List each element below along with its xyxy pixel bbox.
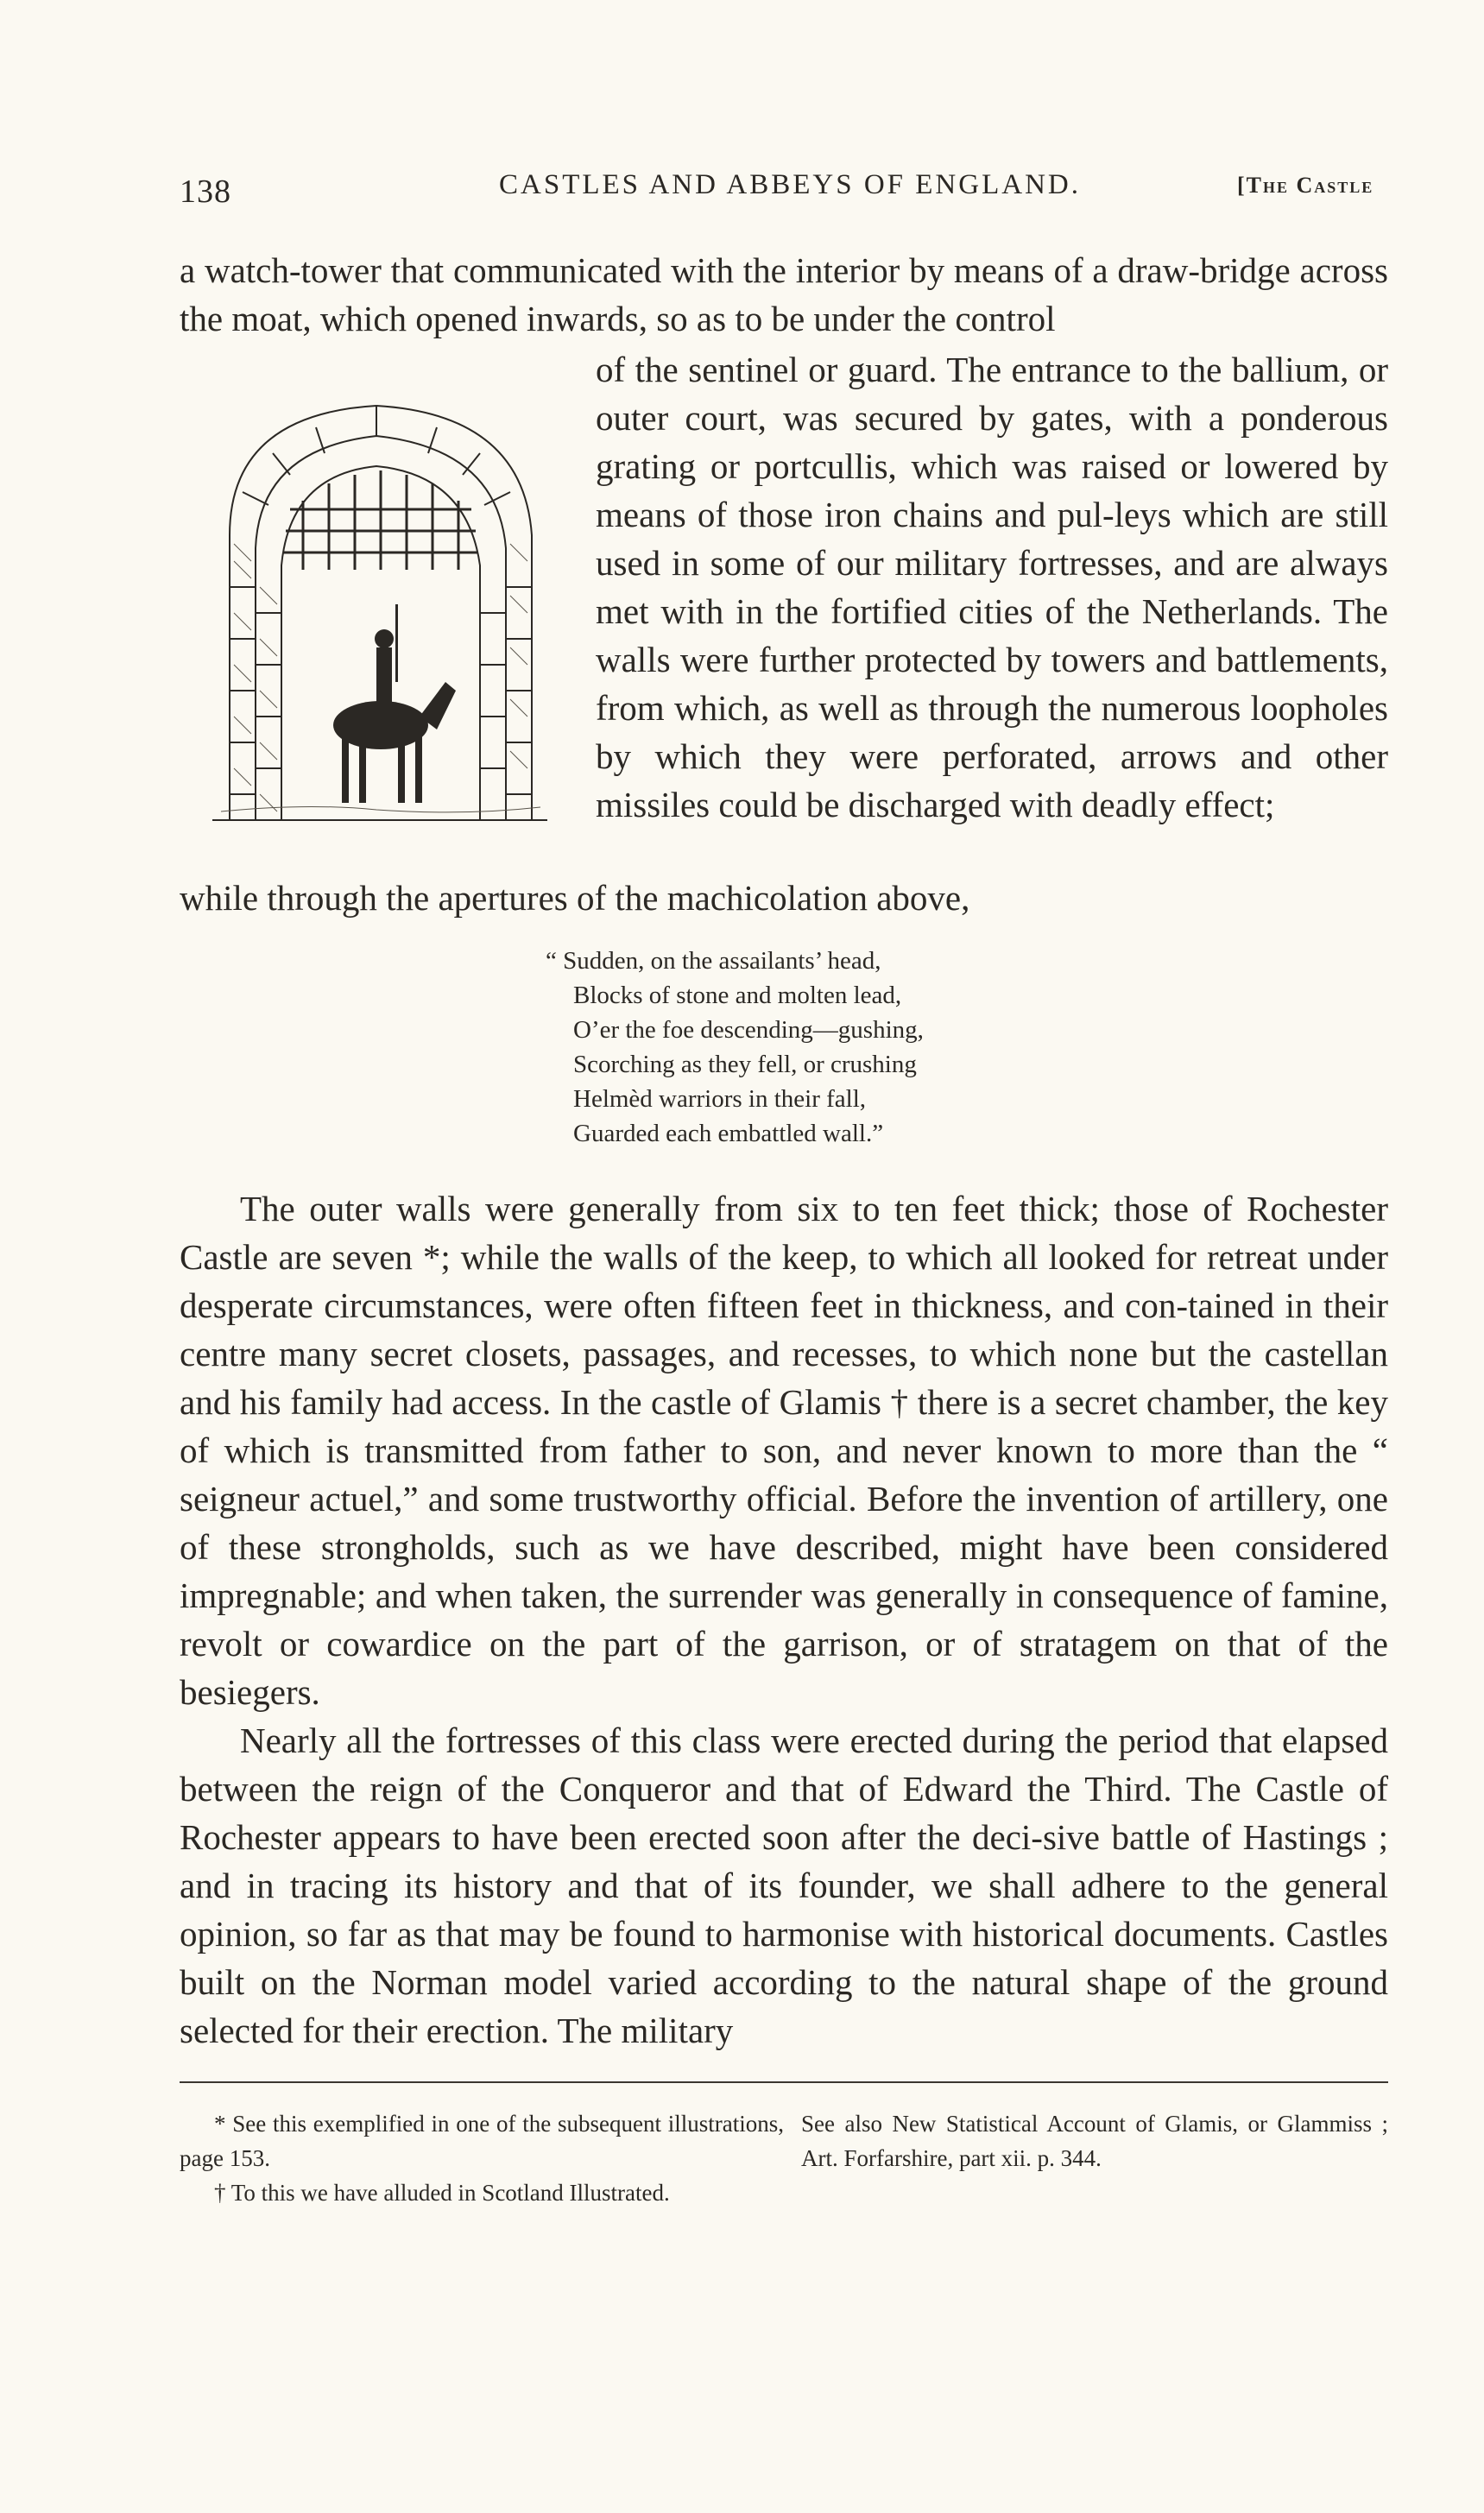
footnote-continuation: See also New Statistical Account of Glamis, or Glammiss ; Art. Forfarshire, part xii. p. 344. [801,2111,1388,2171]
verse-line: Blocks of stone and molten lead, [573,982,902,1009]
verse-line: Helmèd warriors in their fall, [573,1085,867,1113]
intro-text: a watch-tower that communicated with the interior by means of a draw-bridge across the moat, which opened inwards, so as to be under the control [180,250,1388,338]
verse-line: Guarded each embattled wall.” [573,1120,884,1147]
verse-line: “ Sudden, on the assailants’ head, [546,947,881,975]
paragraph: The outer walls were generally from six to ten feet thick; those of Rochester Castle are seven *; while the walls of the keep, to which all looked for retreat under desperate circumstances, were often fifteen feet in thickness, and con-tained in their centre many secret closets, passages, and recesses, to which none but the castellan and his family had access. In the castle of Glamis † there is a secret chamber, the key of which is transmitted from father to son, and never known to more than the “ seigneur actuel,” and some trustworthy official. Before the invention of artillery, one of these strongholds, such as we have described, might have been considered impregnable; and when taken, the surrender was generally in consequence of famine, revolt or cowardice on the part of the garrison, or of stratagem on that of the besiegers. [180,1189,1388,1712]
page-number: 138 [180,174,231,210]
running-title: CASTLES AND ABBEYS OF ENGLAND. [499,169,1081,200]
footnote-dagger: † To this we have alluded in Scotland Illustrated. [214,2180,670,2206]
paragraph: Nearly all the fortresses of this class were erected during the period that elapsed between the reign of the Conqueror and that of Edward the Third. The Castle of Rochester appears to have been erected soon after the deci-sive battle of Hastings ; and in tracing its history and that of its founder, we shall adhere to the general opinion, so far as that may be found to harmonise with historical documents. Castles built on the Norman model varied according to the natural shape of the ground selected for their erection. The military [180,1721,1388,2050]
intro-paragraph [180,246,1388,343]
main-text [180,1184,1388,2055]
footnotes-right-column [801,2106,1388,2175]
after-figure-paragraph [180,874,1388,922]
wrap-text: of the sentinel or guard. The entrance to the ballium, or outer court, was secured by gates, with a ponderous grating or portcullis, which was raised or lowered by means of those iron chains and pul-leys which are still used in some of our military fortresses, and are always met with in the fortified cities of the Netherlands. The walls were further protected by towers and battlements, from which, as well as through the numerous loopholes by which they were perforated, arrows and other missiles could be discharged with deadly effect; [596,350,1388,824]
castle-gateway-engraving-icon [204,388,556,829]
figure-wrap-paragraph [596,345,1388,829]
verse-line: O’er the foe descending—gushing, [573,1016,924,1044]
footnote-star: * See this exemplified in one of the subsequent illustrations, page 153. [180,2111,784,2171]
after-figure-text: while through the apertures of the machicolation above, [180,878,970,918]
verse-quotation [546,944,1098,1151]
footnotes-left-column [180,2106,784,2210]
verse-line: Scorching as they fell, or crushing [573,1051,917,1078]
running-header [180,166,1388,218]
footnote-divider [180,2081,1388,2083]
section-title: [The Castle [1237,173,1374,198]
